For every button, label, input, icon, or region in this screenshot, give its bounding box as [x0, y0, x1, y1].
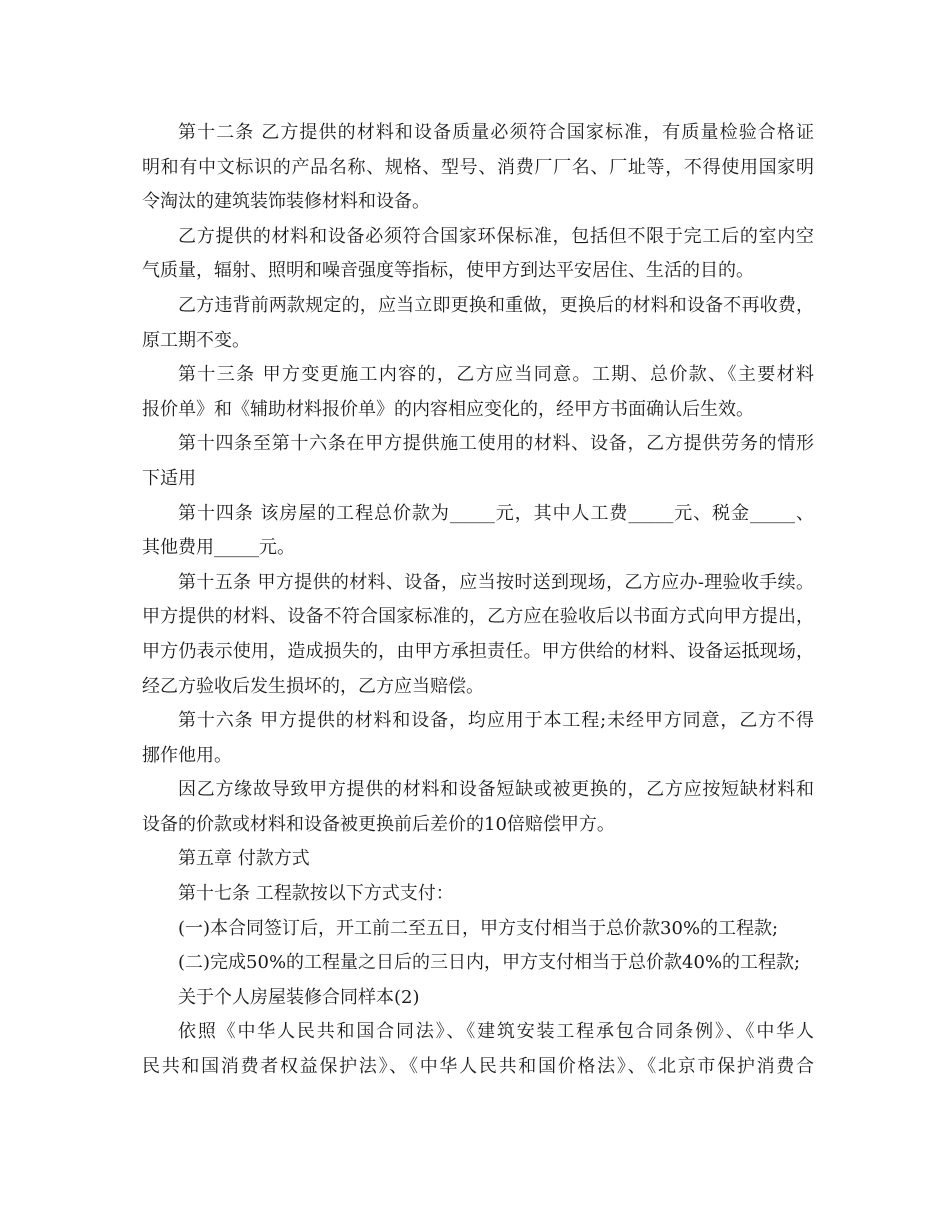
text-line: 第五章 付款方式 [178, 848, 310, 870]
text-line: 乙方违背前两款规定的，应当立即更换和重做，更换后的材料和设备不再收费， [178, 294, 814, 316]
text-line: (二)完成50%的工程量之日后的三日内，甲方支付相当于总价款40%的工程款; [178, 952, 801, 974]
text-line: 经乙方验收后发生损坏的，乙方应当赔偿。 [142, 675, 484, 697]
text-line: 第十五条 甲方提供的材料、设备，应当按时送到现场，乙方应办-理验收手续。 [178, 571, 814, 593]
text-line: 关于个人房屋装修合同样本(2) [178, 986, 420, 1008]
text-line: 乙方提供的材料和设备必须符合国家环保标准，包括但不限于完工后的室内空 [178, 225, 814, 247]
text-line: 下适用 [142, 467, 196, 489]
text-line: 甲方仍表示使用，造成损失的，由甲方承担责任。甲方供给的材料、设备运抵现场， [142, 640, 814, 662]
text-line: 依照《中华人民共和国合同法》、《建筑安装工程承包合同条例》、《中华人 [178, 1021, 814, 1043]
text-line: 其他费用_____元。 [142, 537, 295, 559]
text-line: 令淘汰的建筑装饰装修材料和设备。 [142, 191, 430, 213]
text-line: 甲方提供的材料、设备不符合国家标准的，乙方应在验收后以书面方式向甲方提出， [142, 606, 814, 628]
document-body [142, 116, 814, 1085]
text-line: 第十三条 甲方变更施工内容的，乙方应当同意。工期、总价款、《主要材料 [178, 364, 814, 386]
text-line: (一)本合同签订后，开工前二至五日，甲方支付相当于总价款30%的工程款; [178, 917, 779, 939]
text-line: 第十四条 该房屋的工程总价款为_____元，其中人工费_____元、税金_____、 [178, 502, 814, 524]
text-line: 原工期不变。 [142, 329, 250, 351]
text-line: 挪作他用。 [142, 744, 232, 766]
text-line: 明和有中文标识的产品名称、规格、型号、消费厂厂名、厂址等，不得使用国家明 [142, 156, 814, 178]
text-line: 气质量，辐射、照明和噪音强度等指标，使甲方到达平安居住、生活的目的。 [142, 260, 754, 282]
text-line: 第十二条 乙方提供的材料和设备质量必须符合国家标准，有质量检验合格证 [178, 122, 814, 143]
text-line: 第十七条 工程款按以下方式支付： [178, 883, 454, 905]
text-line: 民共和国消费者权益保护法》、《中华人民共和国价格法》、《北京市保护消费合 [142, 1056, 814, 1078]
text-line: 因乙方缘故导致甲方提供的材料和设备短缺或被更换的，乙方应按短缺材料和 [178, 779, 814, 801]
text-line: 报价单》和《辅助材料报价单》的内容相应变化的，经甲方书面确认后生效。 [142, 398, 754, 420]
text-line: 第十四条至第十六条在甲方提供施工使用的材料、设备，乙方提供劳务的情形 [178, 433, 814, 455]
text-line: 设备的价款或材料和设备被更换前后差价的10倍赔偿甲方。 [142, 813, 615, 835]
text-line: 第十六条 甲方提供的材料和设备，均应用于本工程;未经甲方同意，乙方不得 [178, 710, 814, 732]
